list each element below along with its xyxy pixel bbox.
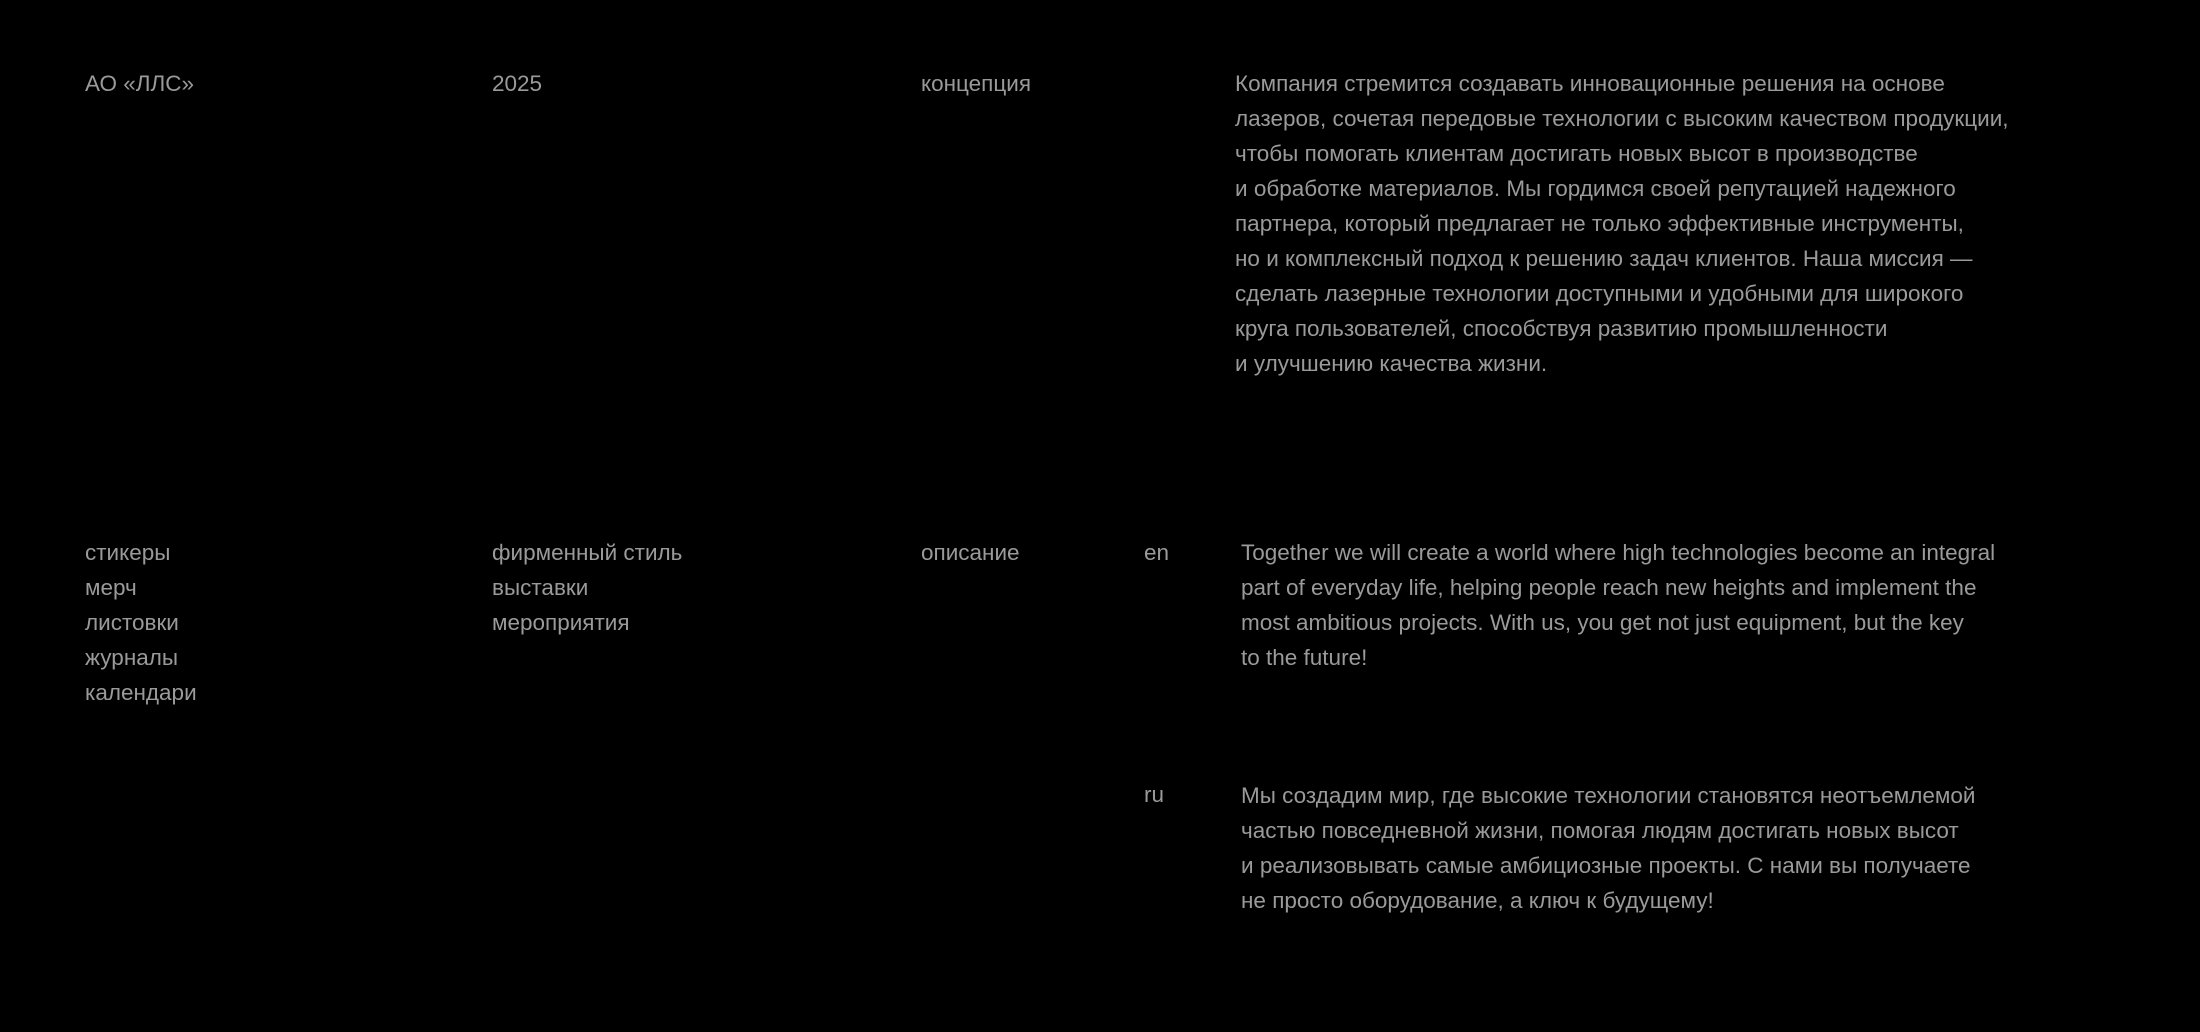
- section-label-concept: концепция: [921, 71, 1032, 96]
- list-item: мероприятия: [492, 610, 630, 635]
- description-ru-line: не просто оборудование, а ключ к будущему!: [1241, 888, 1714, 913]
- description-en-line: to the future!: [1241, 645, 1368, 670]
- list-item: листовки: [85, 610, 179, 635]
- description-ru-line: частью повседневной жизни, помогая людям достигать новых высот: [1241, 818, 1959, 843]
- concept-line: Компания стремится создавать инновационные решения на основе: [1235, 71, 1945, 96]
- concept-line: лазеров, сочетая передовые технологии с высоким качеством продукции,: [1235, 106, 2009, 131]
- list-item: фирменный стиль: [492, 540, 683, 565]
- list-item: календари: [85, 680, 197, 705]
- concept-line: но и комплексный подход к решению задач клиентов. Наша миссия —: [1235, 246, 1973, 271]
- description-ru-line: Мы создадим мир, где высокие технологии становятся неотъемлемой: [1241, 783, 1976, 808]
- list-item: стикеры: [85, 540, 171, 565]
- print-items-list: [85, 535, 197, 710]
- description-en-paragraph: [1241, 535, 1995, 675]
- year: 2025: [492, 71, 543, 96]
- list-item: журналы: [85, 645, 179, 670]
- company-name: АО «ЛЛС»: [85, 71, 195, 96]
- description-en-line: part of everyday life, helping people reach new heights and implement the: [1241, 575, 1977, 600]
- brand-items-list: [492, 535, 682, 640]
- concept-line: партнера, который предлагает не только эффективные инструменты,: [1235, 211, 1964, 236]
- description-en-line: Together we will create a world where high technologies become an integral: [1241, 540, 1996, 565]
- concept-line: сделать лазерные технологии доступными и удобными для широкого: [1235, 281, 1964, 306]
- section-label-description: описание: [921, 540, 1020, 565]
- description-ru-paragraph: [1241, 778, 1975, 918]
- description-en-line: most ambitious projects. With us, you get not just equipment, but the key: [1241, 610, 1964, 635]
- list-item: выставки: [492, 575, 589, 600]
- concept-line: и улучшению качества жизни.: [1235, 351, 1548, 376]
- concept-line: и обработке материалов. Мы гордимся своей репутацией надежного: [1235, 176, 1956, 201]
- concept-line: круга пользователей, способствуя развитию промышленности: [1235, 316, 1888, 341]
- lang-label-ru: ru: [1144, 782, 1165, 807]
- concept-paragraph: [1235, 66, 2009, 381]
- description-ru-line: и реализовывать самые амбициозные проекты. С нами вы получаете: [1241, 853, 1971, 878]
- concept-line: чтобы помогать клиентам достигать новых высот в производстве: [1235, 141, 1918, 166]
- lang-label-en: en: [1144, 540, 1170, 565]
- list-item: мерч: [85, 575, 137, 600]
